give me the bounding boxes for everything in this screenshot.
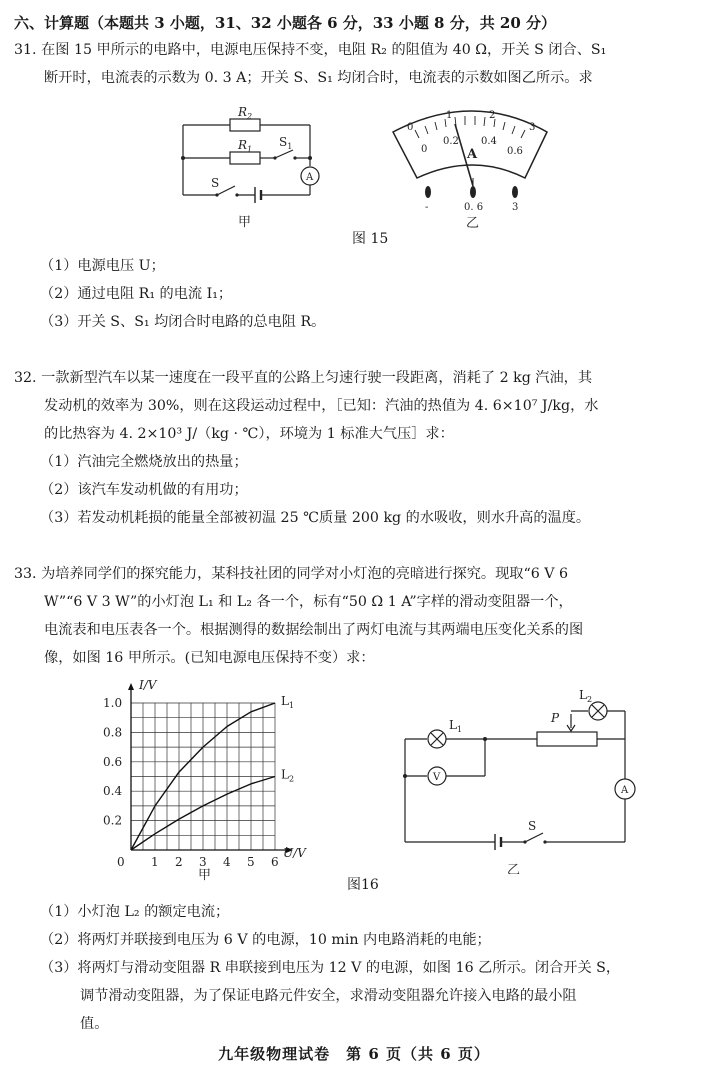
terminal-0-6 [470, 186, 476, 198]
svg-text:L2: $L_2$ [579, 688, 593, 704]
q33-sub-2: （2）将两灯并联接到电压为 6 V 的电源，10 min 内电路消耗的电能； [40, 932, 491, 948]
q31-sub-2: （2）通过电阻 R₁ 的电流 I₁； [40, 286, 233, 302]
q32-text-line-3: 的比热容为 4. 2×10³ J/（kg · ℃），环境为 1 标准大气压］求： [44, 426, 454, 442]
page-footer: 九年级物理试卷 第 6 页（共 6 页） [218, 1045, 490, 1063]
q33-sub-3: （3）将两灯与滑动变阻器 R 串联接到电压为 12 V 的电源，如图 16 乙所示。闭合开关 S， [40, 960, 621, 976]
q32-text-line-1: 32. 一款新型汽车以某一速度在一段平直的公路上匀速行驶一段距离，消耗了 2 kg 汽油，其 [14, 370, 593, 386]
q32-sub-2: （2）该汽车发动机做的有用功； [40, 482, 248, 498]
ammeter-a: A [306, 172, 314, 183]
series-label-l1: $L_1$ [281, 694, 295, 710]
section-title: 六、计算题（本题共 3 小题，31、32 小题各 6 分，33 小题 8 分，共 20 分） [14, 14, 557, 32]
q33-text-line-3: 电流表和电压表各一个。根据测得的数据绘制出了两灯电流与其两端电压变化关系的图 [44, 622, 584, 638]
terminal-minus [425, 186, 431, 198]
resistor-r2 [230, 119, 260, 131]
q33-sub-1: （1）小灯泡 L₂ 的额定电流； [40, 904, 230, 920]
q32-sub-1: （1）汽油完全燃烧放出的热量； [40, 454, 248, 470]
q31-sub-1: （1）电源电压 U； [40, 258, 165, 274]
meter-bottom-2: 0.4 [481, 136, 497, 147]
svg-text:P: P [551, 711, 560, 725]
y-axis-arrow [128, 683, 134, 690]
svg-text:S: S [528, 819, 537, 833]
svg-text:L1: $L_1$ [449, 718, 463, 734]
x-tick-label: 5 [247, 855, 255, 869]
y-tick-label: 0.4 [103, 784, 123, 799]
q32-sub-3: （3）若发动机耗损的能量全部被初温 25 ℃质量 200 kg 的水吸收，则水升高的温度。 [40, 510, 591, 526]
x-tick-label: 1 [151, 855, 159, 869]
x-axis-label: U/V [283, 846, 306, 860]
resistor-r1 [230, 152, 260, 164]
q31-text-line-2: 断开时，电流表的示数为 0. 3 A；开关 S、S₁ 均闭合时，电流表的示数如图乙所示。求 [44, 70, 593, 86]
q31-sub-3: （3）开关 S、S₁ 均闭合时电路的总电阻 R。 [40, 314, 326, 330]
meter-bottom-3: 0.6 [507, 146, 523, 157]
graph-name-jia: 甲 [198, 868, 212, 883]
q33-text-line-4: 像，如图 16 甲所示。(已知电源电压保持不变）求： [44, 650, 375, 666]
q31-text-line-1: 31. 在图 15 甲所示的电路中，电源电压保持不变，电阻 R₂ 的阻值为 40 Ω，开关 S 闭合、S₁ [14, 42, 607, 58]
x-tick-label: 2 [175, 855, 183, 869]
figure-15-ammeter [385, 100, 555, 230]
circuit-name-yi: 乙 [507, 863, 521, 874]
meter-bottom-1: 0.2 [443, 136, 459, 147]
y-tick-label: 0.8 [103, 725, 123, 740]
meter-top-3: 3 [529, 122, 536, 133]
meter-bottom-0: 0 [421, 144, 428, 155]
figure-15-caption: 图 15 [352, 231, 389, 247]
q33-sub-3-cont-2: 值。 [80, 1016, 109, 1032]
svg-text:V: V [433, 772, 441, 783]
meter-top-1: 1 [446, 110, 453, 121]
svg-text:S1: $S_1$ [279, 135, 293, 151]
svg-text:S: S [211, 176, 220, 190]
q33-text-line-2: W”“6 V 3 W”的小灯泡 L₁ 和 L₂ 各一个，标有“50 Ω 1 A”字样的滑动变阻器一个， [44, 594, 573, 610]
figure-16-circuit [395, 684, 640, 874]
meter-top-0: 0 [407, 122, 414, 133]
figure-16-caption: 图16 [347, 877, 379, 893]
x-tick-label: 4 [223, 855, 231, 869]
y-axis-label: I/V [139, 678, 157, 692]
svg-text:A: A [621, 785, 629, 796]
q33-sub-3-cont-1: 调节滑动变阻器，为了保证电路元件安全，求滑动变阻器允许接入电路的最小阻 [80, 988, 577, 1004]
q33-text-line-1: 33. 为培养同学们的探究能力，某科技社团的同学对小灯泡的亮暗进行探究。现取“6 V 6 [14, 566, 569, 582]
figure-16-graph [95, 674, 330, 889]
x-tick-label: 6 [271, 855, 279, 869]
rheostat [537, 732, 597, 746]
q32-text-line-2: 发动机的效率为 30%，则在这段运动过程中，［已知：汽油的热值为 4. 6×10⁷ J/kg，水 [44, 398, 599, 414]
svg-text:R1: $R_1$ [238, 138, 253, 154]
meter-name-yi: 乙 [466, 216, 480, 230]
series-label-l2: $L_2$ [281, 767, 295, 784]
meter-top-2: 2 [489, 110, 496, 121]
svg-text:3: 3 [512, 202, 519, 213]
figure-15-circuit [175, 100, 325, 230]
y-tick-label: 1.0 [103, 696, 123, 710]
x-tick-label: 3 [199, 855, 207, 869]
meter-unit: A [467, 147, 478, 162]
svg-text:R2: $R_2$ [238, 105, 253, 121]
y-tick-label: 0.2 [103, 813, 123, 828]
circuit-name-jia: 甲 [238, 215, 252, 230]
svg-text:0. 6: 0. 6 [464, 202, 484, 213]
x-tick-label: 0 [117, 855, 125, 869]
svg-text:-: - [425, 202, 429, 213]
terminal-3 [512, 186, 518, 198]
y-tick-label: 0.6 [103, 754, 123, 769]
